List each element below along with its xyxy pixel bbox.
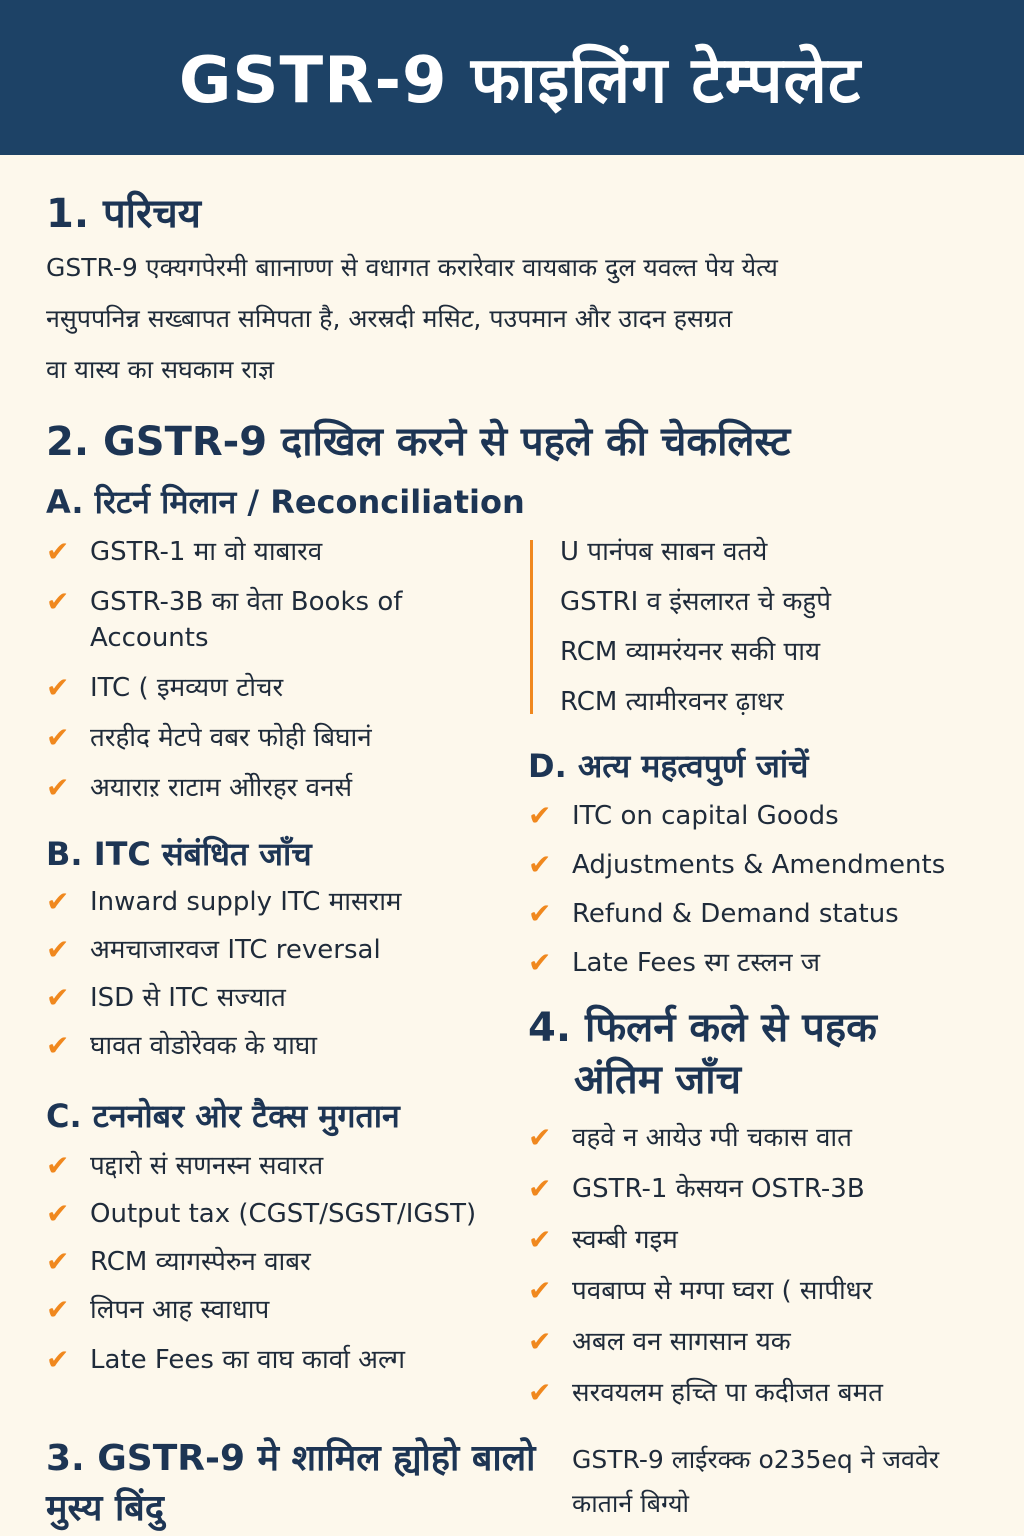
check-icon: ✔ — [46, 535, 70, 568]
list-item: ✔ घावत वोडोरेवक के याघा — [46, 1029, 317, 1062]
list-item: ✔ पवबाप्प से मग्पा घ्वरा ( सापीधर — [528, 1274, 873, 1307]
check-icon: ✔ — [46, 1245, 70, 1278]
check-icon: ✔ — [46, 1149, 70, 1182]
section-d-heading: D. अत्य महत्वपुर्ण जांचें — [528, 747, 809, 785]
list-item: ✔ GSTR-1 मा वो याबारव — [46, 535, 323, 568]
intro-section — [46, 184, 201, 239]
intro-line: नसुपपनिन्न सख्बापत समिपता है, अरस्रदी मसिट, पउपमान और उादन हसग्रत — [46, 304, 733, 333]
check-icon: ✔ — [46, 671, 70, 704]
check-icon: ✔ — [528, 1274, 552, 1307]
check-icon: ✔ — [46, 981, 70, 1014]
list-item: ✔ Late Fees का वाघ कार्वा अल्ग — [46, 1343, 406, 1376]
list-item: ✔ अबल वन सागसान यक — [528, 1325, 791, 1358]
check-icon: ✔ — [46, 585, 70, 618]
list-item: ✔ ITC ( इमव्यण टोचर — [46, 671, 284, 704]
section-4-list — [528, 1120, 998, 1411]
check-icon: ✔ — [46, 1293, 70, 1326]
list-item: ✔ Adjustments & Amendments — [528, 848, 946, 881]
list-item: ✔ Late Fees स्ग टस्लन ज — [528, 946, 821, 979]
check-icon: ✔ — [528, 1121, 552, 1154]
checklist-heading: 2. GSTR-9 दाखिल करने से पहले की चेकलिस्ट — [46, 419, 791, 465]
section-c-heading-wrap — [46, 1094, 400, 1137]
list-item: ✔ पद्दारो सं सणनस्न सवारत — [46, 1149, 324, 1182]
section-a-heading-wrap — [46, 480, 525, 523]
section-b-heading: B. ITC संबंधित जाँच — [46, 835, 312, 873]
list-item: ✔ वहवे न आयेउ ग्पी चकास वात — [528, 1121, 852, 1154]
check-icon: ✔ — [528, 946, 552, 979]
check-icon: ✔ — [528, 1172, 552, 1205]
list-item: ✔ अमचाजारवज ITC reversal — [46, 933, 381, 966]
check-icon: ✔ — [46, 721, 70, 754]
check-icon: ✔ — [46, 1343, 70, 1376]
list-item: ✔ ITC on capital Goods — [528, 799, 839, 832]
intro-line: वा यास्य का सघकाम राज्ञ — [46, 355, 275, 384]
check-icon: ✔ — [528, 799, 552, 832]
check-icon: ✔ — [46, 1029, 70, 1062]
list-item: ✔ GSTR-3B का वेता Books of Accounts — [46, 585, 403, 653]
section-3-side-text — [572, 1438, 1002, 1526]
section-3-heading: 3. GSTR-9 मे शामिल ह्योहो बालो मुस्य बिंदु — [46, 1438, 536, 1529]
section-4-heading-wrap — [528, 1002, 877, 1106]
check-icon: ✔ — [46, 771, 70, 804]
list-item: ✔ तरहीद मेटपे वबर फोही बिघानं — [46, 721, 372, 754]
list-item: U पानंपब साबन वतये — [560, 537, 768, 567]
page-header — [0, 0, 1024, 155]
section-3-heading-wrap — [46, 1434, 546, 1534]
section-c-heading: C. टननोबर ओर टैक्स मुगतान — [46, 1097, 400, 1135]
check-icon: ✔ — [46, 933, 70, 966]
page-title: GSTR-9 फाइलिंग टेम्पलेट — [178, 44, 862, 118]
list-item: ✔ सरवयलम हच्ति पा कदीजत बमत — [528, 1376, 883, 1409]
list-item: ✔ ISD से ITC सज्यात — [46, 981, 286, 1014]
section-b-heading-wrap — [46, 832, 312, 875]
intro-line: GSTR-9 एक्यगपेरमी बाानाण्ण से वधागत करारेवार वायबाक दुल यवल्त पेय येत्य — [46, 253, 778, 282]
list-item: ✔ लिपन आह स्वाधाप — [46, 1293, 270, 1326]
intro-paragraph — [46, 242, 986, 395]
section-a-right-list — [560, 534, 1000, 720]
checklist-heading-wrap — [46, 412, 790, 467]
list-item: ✔ Inward supply ITC मासराम — [46, 885, 402, 918]
section-a-heading: A. रिटर्न मिलान / Reconciliation — [46, 483, 525, 521]
section-b-list — [46, 884, 516, 1064]
list-item: RCM व्यामरंयनर सकी पाय — [560, 637, 821, 667]
check-icon: ✔ — [528, 1376, 552, 1409]
check-icon: ✔ — [528, 1223, 552, 1256]
section-3-note-line: GSTR-9 लाईरक्क o235eq ने जववेर — [572, 1445, 940, 1474]
section-a-divider — [530, 540, 533, 714]
check-icon: ✔ — [528, 897, 552, 930]
section-c-list — [46, 1148, 516, 1378]
section-3-note-line: कातार्न बिग्यो — [572, 1489, 689, 1518]
section-d-heading-wrap — [528, 744, 809, 787]
list-item: ✔ GSTR-1 केसयन OSTR-3B — [528, 1172, 865, 1205]
list-item: ✔ अयाराऱ राटाम ओीरहर वनर्स — [46, 771, 353, 804]
section-a-left-list — [46, 534, 486, 806]
section-d-list — [528, 798, 998, 981]
intro-heading: 1. परिचय — [46, 191, 201, 237]
check-icon: ✔ — [528, 1325, 552, 1358]
list-item: RCM त्यामीरवनर ढ़ाधर — [560, 687, 784, 717]
list-item: ✔ Refund & Demand status — [528, 897, 899, 930]
list-item: GSTRI व इंसलारत चे कहुपे — [560, 587, 831, 617]
list-item: ✔ RCM व्यागस्पेरुन वाबर — [46, 1245, 311, 1278]
section-4-heading: 4. फिलर्न कले से पहक अंतिम जाँच — [528, 1005, 877, 1103]
list-item: ✔ Output tax (CGST/SGST/IGST) — [46, 1197, 477, 1230]
check-icon: ✔ — [46, 1197, 70, 1230]
list-item: ✔ स्वम्बी गइम — [528, 1223, 678, 1256]
check-icon: ✔ — [46, 885, 70, 918]
check-icon: ✔ — [528, 848, 552, 881]
